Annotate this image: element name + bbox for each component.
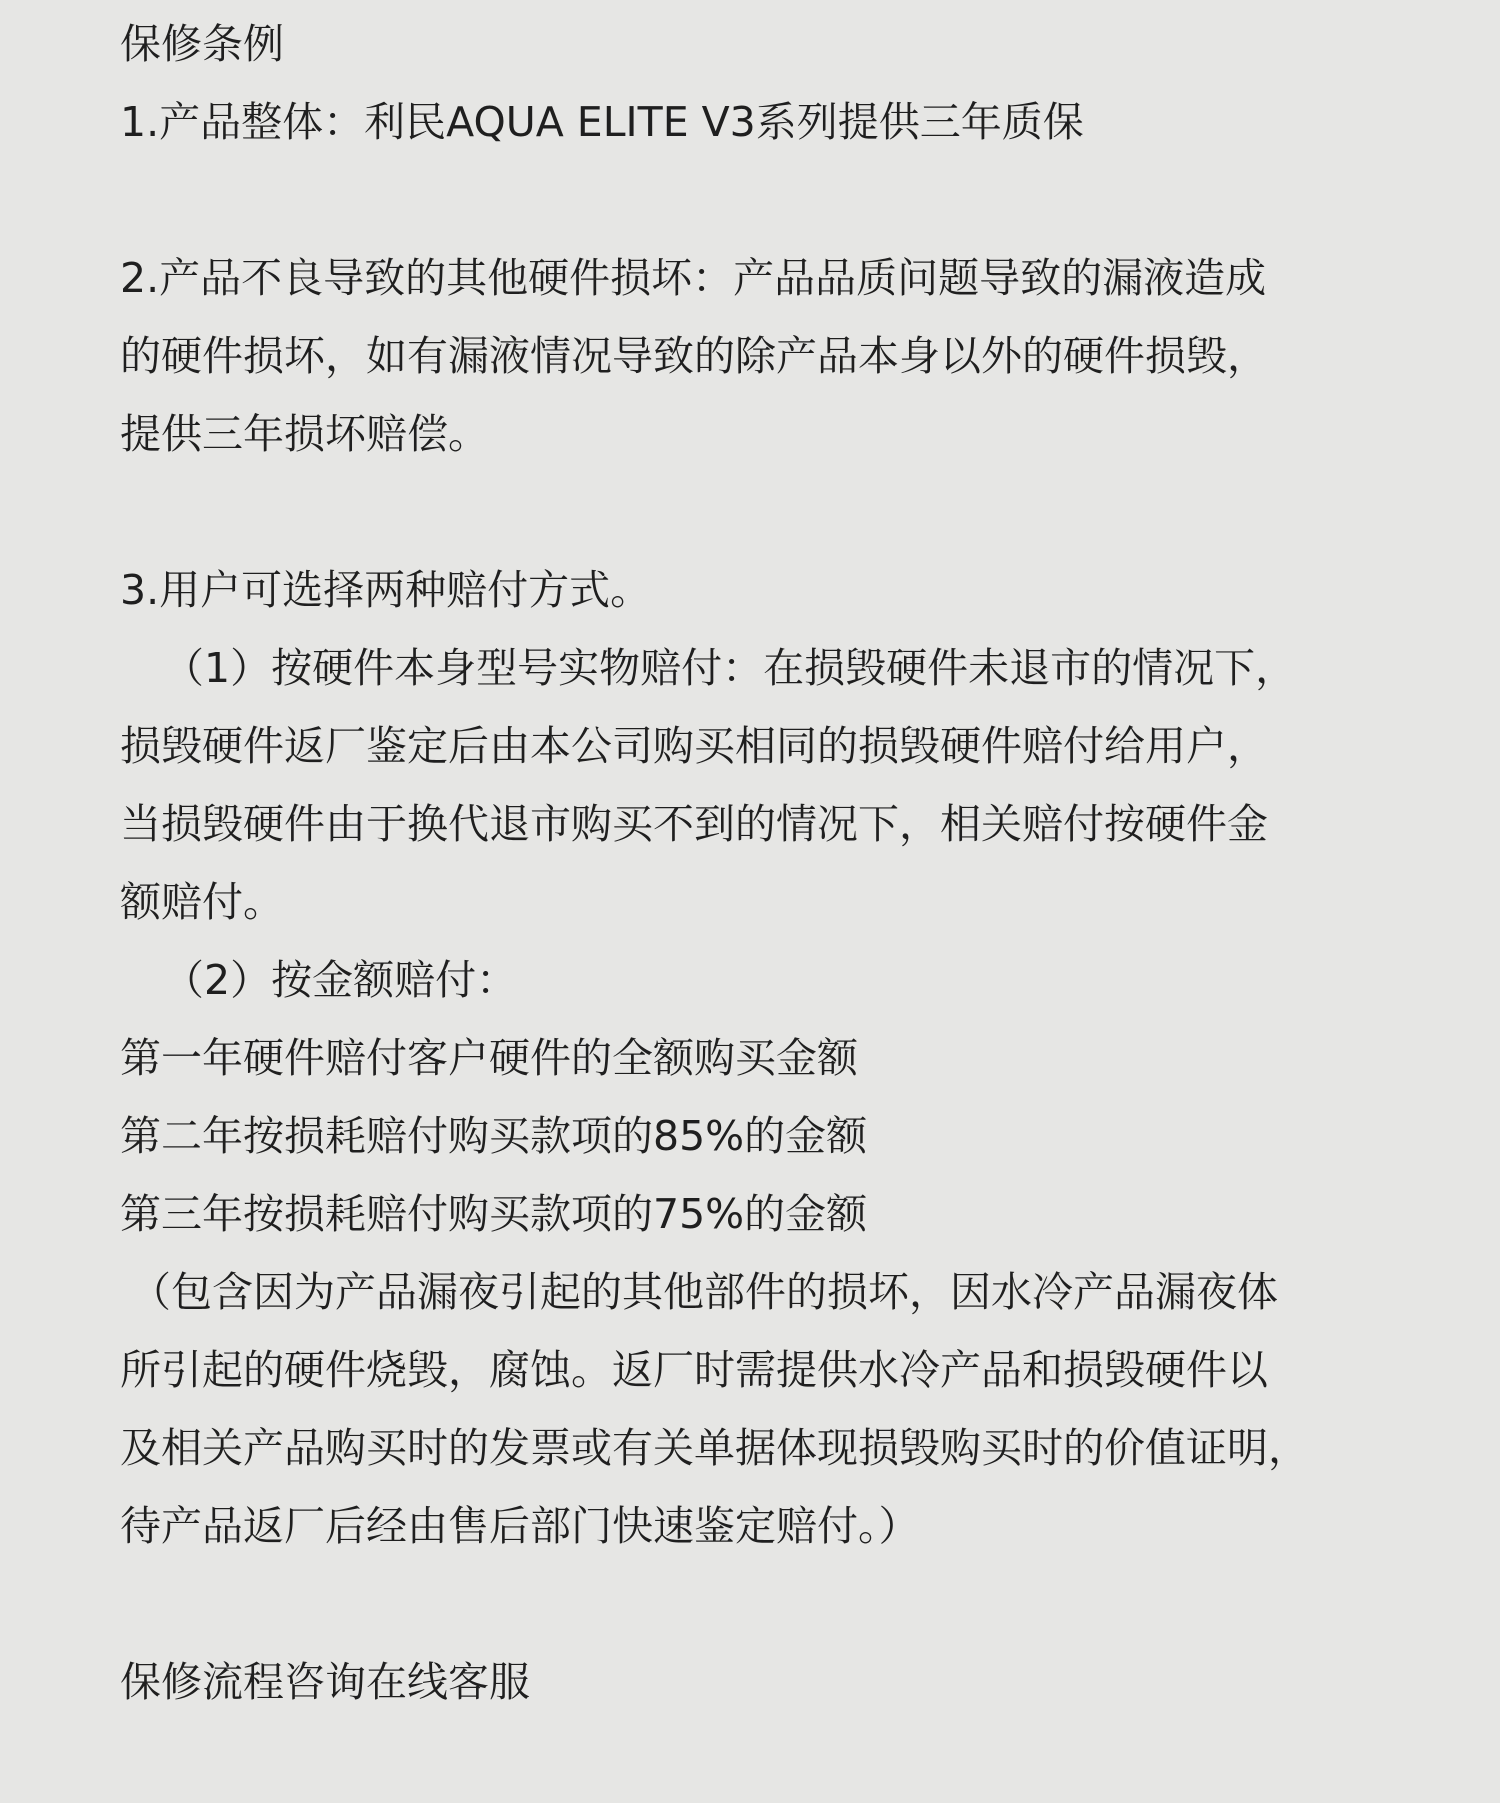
option-1-line-4: 额赔付。 — [120, 878, 284, 926]
note-line-4: 待产品返厂后经由售后部门快速鉴定赔付。） — [120, 1502, 920, 1550]
note-line-3: 及相关产品购买时的发票或有关单据体现损毁购买时的价值证明， — [120, 1424, 1309, 1472]
item-3-heading: 3.用户可选择两种赔付方式。 — [120, 566, 652, 614]
support-footer: 保修流程咨询在线客服 — [120, 1658, 530, 1706]
option-1-line-3: 当损毁硬件由于换代退市购买不到的情况下，相关赔付按硬件金 — [120, 800, 1268, 848]
item-2-line-1: 2.产品不良导致的其他硬件损坏：产品品质问题导致的漏液造成 — [120, 254, 1267, 302]
document-title: 保修条例 — [120, 20, 284, 68]
item-1: 1.产品整体：利民AQUA ELITE V3系列提供三年质保 — [120, 98, 1084, 146]
compensation-year-1: 第一年硬件赔付客户硬件的全额购买金额 — [120, 1034, 858, 1082]
compensation-year-3: 第三年按损耗赔付购买款项的75%的金额 — [120, 1190, 868, 1238]
note-line-1: （包含因为产品漏夜引起的其他部件的损坏，因水冷产品漏夜体 — [130, 1268, 1278, 1316]
option-1-line-2: 损毁硬件返厂鉴定后由本公司购买相同的损毁硬件赔付给用户， — [120, 722, 1268, 770]
item-2-line-2: 的硬件损坏，如有漏液情况导致的除产品本身以外的硬件损毁， — [120, 332, 1268, 380]
option-1-line-1: （1）按硬件本身型号实物赔付：在损毁硬件未退市的情况下， — [163, 644, 1297, 692]
note-line-2: 所引起的硬件烧毁，腐蚀。返厂时需提供水冷产品和损毁硬件以 — [120, 1346, 1268, 1394]
option-2-heading: （2）按金额赔付： — [163, 956, 518, 1004]
compensation-year-2: 第二年按损耗赔付购买款项的85%的金额 — [120, 1112, 868, 1160]
item-2-line-3: 提供三年损坏赔偿。 — [120, 410, 489, 458]
